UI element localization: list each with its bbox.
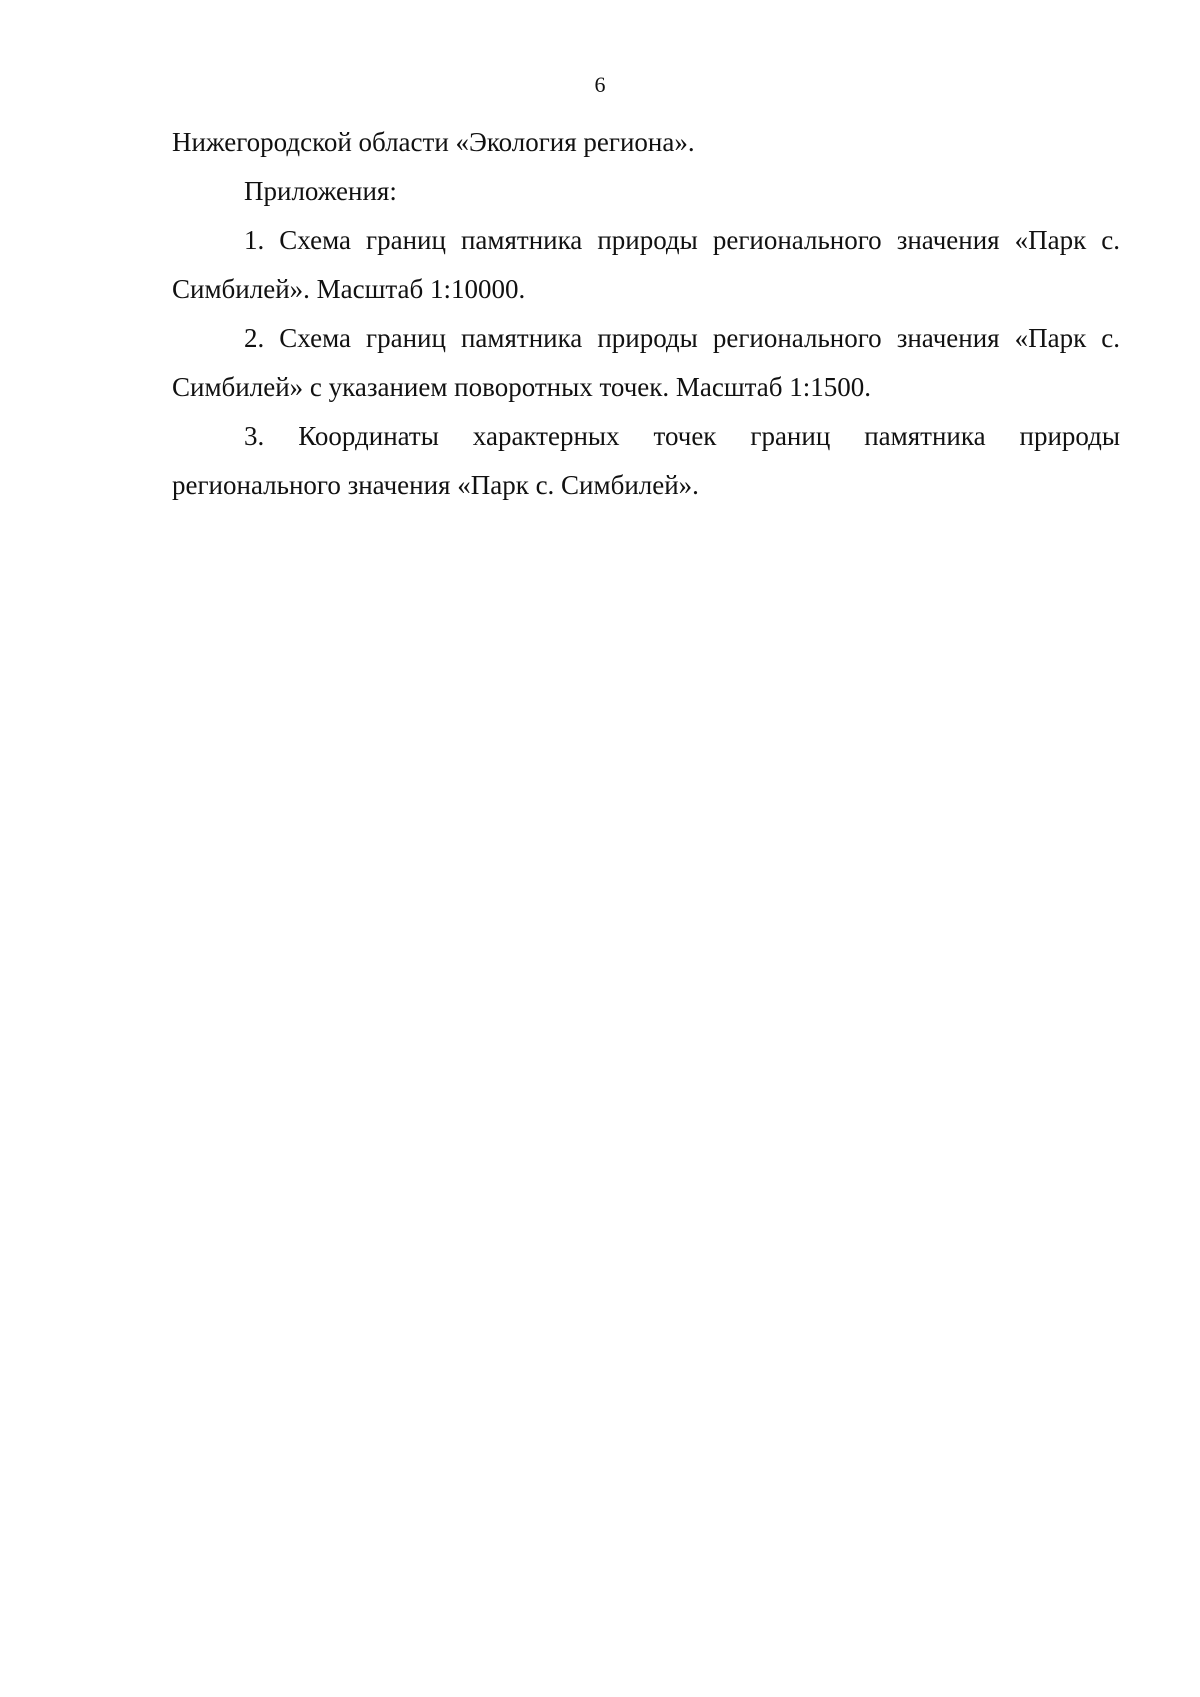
paragraph-continuation: Нижегородской области «Экология региона». [172, 127, 695, 157]
appendices-heading: Приложения: [244, 176, 397, 206]
appendix-item-3: 3. Координаты характерных точек границ памятника природы регионального значения «Парк с. Симбилей». [172, 421, 1120, 500]
appendix-item-2: 2. Схема границ памятника природы регионального значения «Парк с. Симбилей» с указанием поворотных точек. Масштаб 1:1500. [172, 323, 1120, 402]
page-number: 6 [594, 72, 606, 97]
document-body [172, 118, 1120, 510]
appendix-item-1: 1. Схема границ памятника природы регионального значения «Парк с. Симбилей». Масштаб 1:10000. [172, 225, 1120, 304]
